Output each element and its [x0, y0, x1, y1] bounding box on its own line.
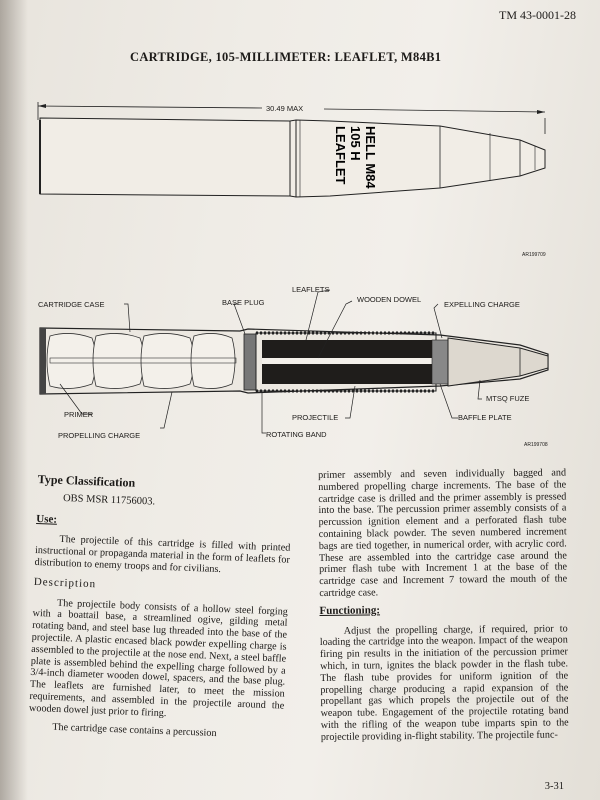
label-base-plug: BASE PLUG [222, 298, 265, 307]
figure1-ref: AR199709 [522, 252, 546, 258]
projectile-hatched-body [256, 333, 548, 391]
use-paragraph: The projectile of this cartridge is filled with printed instructional or propaganda material in the form of leaflets for distribution to enemy troops and for civilians. [34, 534, 291, 576]
label-propelling-charge: PROPELLING CHARGE [58, 431, 141, 440]
svg-text:LEAFLET: LEAFLET [333, 126, 348, 185]
svg-text:105 H: 105 H [348, 126, 363, 161]
description-paragraph: The projectile body consists of a hollow steel forging with a boattail base, a streamlined ogive, gilding metal rotating band, and steel base lug threaded into the base of the projectile. A plastic encased black powder expelling charge is assembled to the projectile at the nose end. Next, a steel baffle plate is assembled behind the expelling charge followed by a 3/4-inch diameter wooden dowel, spacers, and the base plug. The leaflets are furnished later, to meet the mission requirements, and assembled in the projectile around the wooden dowel just prior to firing. [28, 597, 289, 719]
case-paragraph: The cartridge case contains a percussion [52, 721, 217, 739]
left-column [28, 474, 293, 748]
dimension-label: 30.49 MAX [266, 104, 304, 113]
page-title: CARTRIDGE, 105-MILLIMETER: LEAFLET, M84B1 [130, 50, 442, 64]
obs-number: OBS MSR 11756003. [62, 492, 156, 508]
label-expelling-charge: EXPELLING CHARGE [444, 300, 520, 309]
continued-paragraph: primer assembly and seven individually bagged and numbered propelling charge increments. The base of the cartridge case is drilled and the primer assembly is pressed into the base. The percussion primer assembly consists of a percussion ignition element and a perforated flash tube containing black powder. The seven numbered increment bags are tied together, in numerical order, with acrylic cord. These are assembled into the cartridge case around the primer flash tube with Increment 1 at the base of the cartridge case and Increment 7 toward the mouth of the cartridge case. [318, 467, 568, 599]
label-mtsq-fuze: MTSQ FUZE [486, 394, 530, 403]
description-heading: Description [33, 575, 97, 591]
use-heading: Use: [36, 512, 58, 526]
propelling-charge-bags [47, 333, 236, 388]
right-column [318, 467, 569, 749]
label-leaflets: LEAFLETS [292, 285, 330, 294]
page-number: 3-31 [544, 781, 564, 792]
doc-id: TM 43-0001-28 [499, 8, 576, 22]
label-cartridge-case: CARTRIDGE CASE [38, 300, 105, 309]
type-heading: Type Classification [37, 472, 136, 490]
functioning-heading: Functioning: [319, 604, 381, 617]
label-primer: PRIMER [64, 410, 94, 419]
functioning-paragraph: Adjust the propelling charge, if required, prior to loading the cartridge into the weapon. Impact of the weapon firing pin results in the initiation of the percussion primer which, in turn, ignites the black powder in the flash tube. The flash tube provides for uniform ignition of the propelling charge producing a rapid expansion of the propellant gas which propels the projectile out of the weapon tube. Engagement of the projectile rotating band with the rifling of the weapon tube imparts spin to the projectile providing in-flight stability. The projectile func- [319, 622, 569, 743]
label-wooden-dowel: WOODEN DOWEL [357, 295, 422, 304]
label-baffle-plate: BAFFLE PLATE [458, 413, 512, 422]
label-projectile: PROJECTILE [292, 413, 339, 422]
cartridge-outline [40, 118, 545, 197]
figure2-ref: AR199708 [524, 442, 548, 448]
svg-text:HELL M84: HELL M84 [363, 126, 378, 189]
figure-cross-section [38, 285, 548, 448]
label-rotating-band: ROTATING BAND [266, 430, 327, 439]
